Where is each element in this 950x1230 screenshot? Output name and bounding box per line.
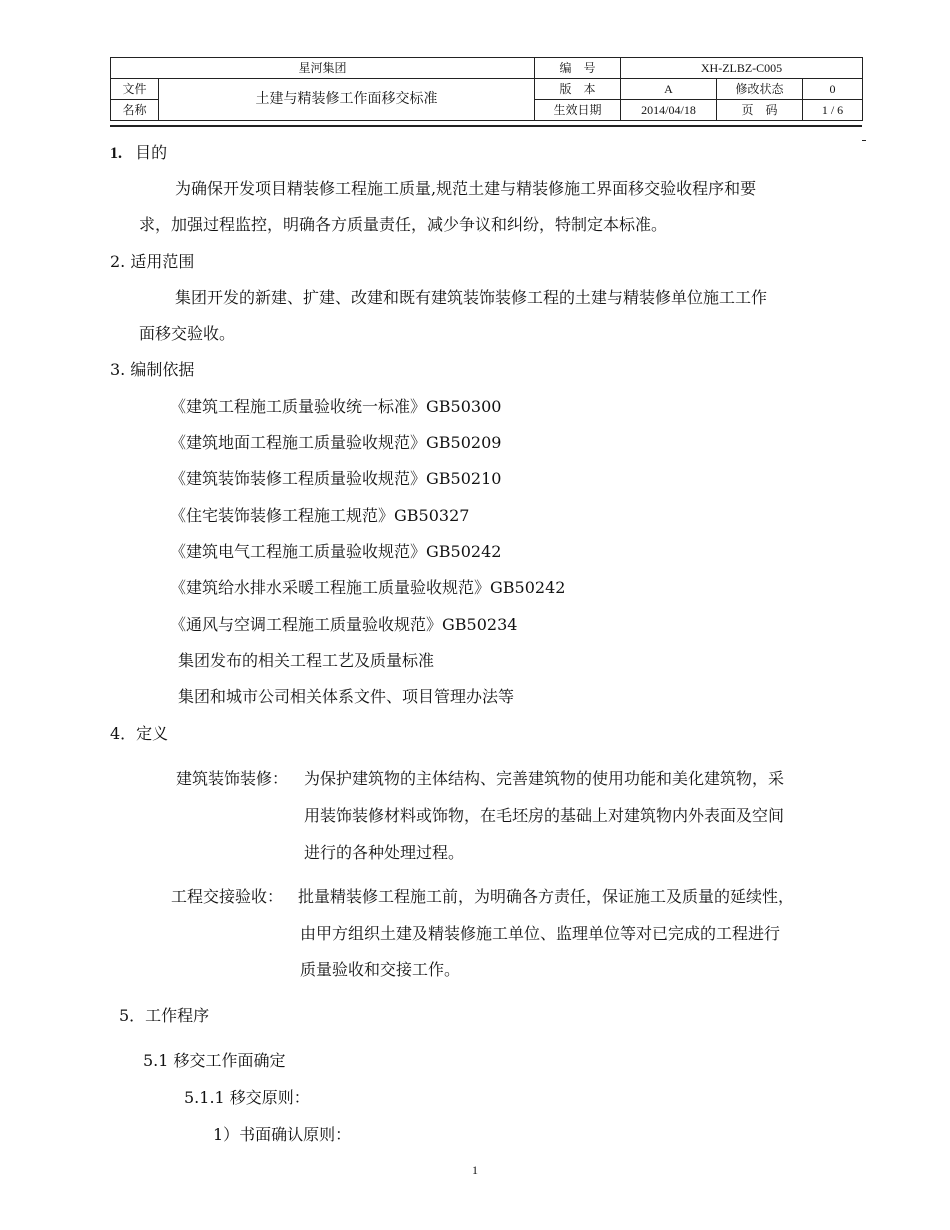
- document-header-table: [110, 57, 863, 121]
- doc-number: XH-ZLBZ-C005: [621, 58, 863, 79]
- version-value: A: [621, 79, 717, 100]
- company-name: 星河集团: [111, 58, 535, 79]
- page-number: 1: [472, 1163, 478, 1177]
- definition-text-line: 用装饰装修材料或饰物，在毛坯房的基础上对建筑物内外表面及空间: [304, 806, 785, 825]
- page-value: 1 / 6: [803, 100, 863, 121]
- section-5-heading: 5．工作程序: [119, 1006, 210, 1025]
- reference-item: 《通风与空调工程施工质量验收规范》GB50234: [170, 615, 518, 634]
- section-1-heading: [110, 143, 167, 164]
- section-1-paragraph-line: 为确保开发项目精装修工程施工质量,规范土建与精装修施工界面移交验收程序和要: [175, 179, 757, 198]
- effective-date-label: 生效日期: [535, 100, 621, 121]
- subsection-5-1-1-heading: 5.1.1 移交原则：: [184, 1088, 310, 1107]
- section-3-heading: 3. 编制依据: [110, 360, 195, 379]
- page-label: 页 码: [717, 100, 803, 121]
- section-2-heading: 2. 适用范围: [110, 252, 195, 271]
- header-tick: [862, 140, 866, 141]
- doc-number-label: 编 号: [535, 58, 621, 79]
- revision-value: 0: [803, 79, 863, 100]
- definition-text-line: 进行的各种处理过程。: [304, 843, 465, 862]
- definition-text-line: 质量验收和交接工作。: [300, 960, 461, 979]
- version-label: 版 本: [535, 79, 621, 100]
- section-1-paragraph-line: 求，加强过程监控，明确各方质量责任，减少争议和纠纷，特制定本标准。: [139, 215, 668, 234]
- reference-item: 《建筑装饰装修工程质量验收规范》GB50210: [170, 469, 502, 488]
- definition-text-line: 由甲方组织土建及精装修施工单位、监理单位等对已完成的工程进行: [300, 924, 781, 943]
- section-4-heading: 4．定义: [110, 724, 169, 743]
- definition-term: 工程交接验收：: [171, 887, 284, 906]
- section-1-number: 1.: [110, 145, 122, 162]
- section-2-paragraph-line: 面移交验收。: [139, 324, 236, 343]
- reference-item: 集团发布的相关工程工艺及质量标准: [178, 651, 435, 670]
- list-item-1: 1）书面确认原则：: [213, 1125, 352, 1144]
- section-1-title: 目的: [135, 143, 168, 162]
- reference-item: 《建筑地面工程施工质量验收规范》GB50209: [170, 433, 502, 452]
- name-label: 名称: [111, 100, 159, 121]
- section-2-paragraph-line: 集团开发的新建、扩建、改建和既有建筑装饰装修工程的土建与精装修单位施工工作: [175, 288, 768, 307]
- definition-text-line: 批量精装修工程施工前，为明确各方责任，保证施工及质量的延续性，: [298, 887, 795, 906]
- reference-item: 集团和城市公司相关体系文件、项目管理办法等: [178, 687, 515, 706]
- reference-item: 《建筑电气工程施工质量验收规范》GB50242: [170, 542, 502, 561]
- file-label: 文件: [111, 79, 159, 100]
- subsection-5-1-heading: 5.1 移交工作面确定: [143, 1051, 286, 1070]
- definition-text-line: 为保护建筑物的主体结构、完善建筑物的使用功能和美化建筑物，采: [304, 769, 785, 788]
- header-divider: [110, 125, 862, 127]
- reference-item: 《建筑工程施工质量验收统一标准》GB50300: [170, 397, 502, 416]
- revision-label: 修改状态: [717, 79, 803, 100]
- effective-date: 2014/04/18: [621, 100, 717, 121]
- document-title: 土建与精装修工作面移交标准: [159, 79, 535, 121]
- definition-term: 建筑装饰装修：: [176, 769, 289, 788]
- reference-item: 《住宅装饰装修工程施工规范》GB50327: [170, 506, 470, 525]
- reference-item: 《建筑给水排水采暖工程施工质量验收规范》GB50242: [170, 578, 566, 597]
